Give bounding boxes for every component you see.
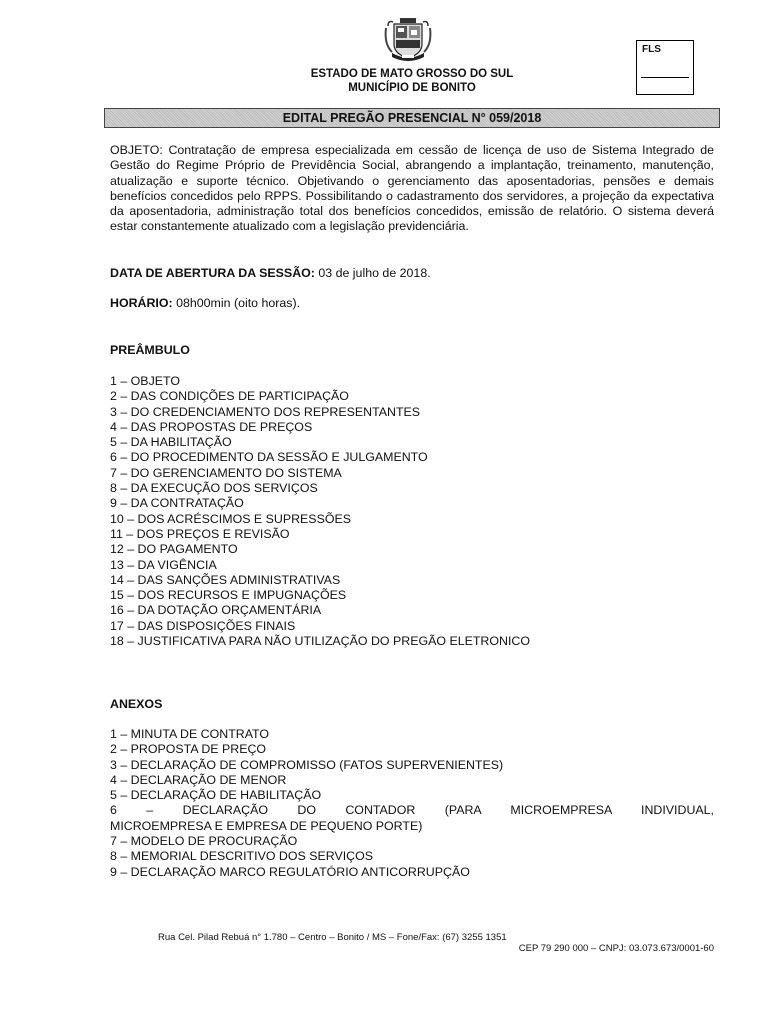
list-item: 3 – DO CREDENCIAMENTO DOS REPRESENTANTES (110, 404, 421, 419)
list-item: 8 – MEMORIAL DESCRITIVO DOS SERVIÇOS (110, 849, 374, 864)
list-item: 2 – PROPOSTA DE PREÇO (110, 742, 267, 757)
list-item: 5 – DA HABILITAÇÃO (110, 435, 232, 450)
anexos-list (110, 727, 714, 880)
fls-label: FLS (642, 44, 661, 55)
list-item: 8 – DA EXECUÇÃO DOS SERVIÇOS (110, 481, 318, 496)
anexos-heading: ANEXOS (110, 697, 163, 711)
list-item: 14 – DAS SANÇÕES ADMINISTRATIVAS (110, 572, 341, 587)
footer-address: Rua Cel. Pilad Rebuá n° 1.780 – Centro – Bonito / MS – Fone/Fax: (67) 3255 1351 (158, 932, 507, 943)
list-item: 10 – DOS ACRÉSCIMOS E SUPRESSÕES (110, 511, 352, 526)
time-value: 08h00min (oito horas). (176, 296, 301, 310)
edital-title: EDITAL PREGÃO PRESENCIAL N° 059/2018 (104, 108, 720, 128)
municipality-name: MUNICÍPIO DE BONITO (348, 82, 476, 94)
list-item: 4 – DAS PROPOSTAS DE PREÇOS (110, 419, 313, 434)
list-item: 1 – MINUTA DE CONTRATO (110, 727, 270, 741)
list-item: 6 – DO PROCEDIMENTO DA SESSÃO E JULGAMENTO (110, 450, 428, 465)
list-item: 3 – DECLARAÇÃO DE COMPROMISSO (FATOS SUPERVENIENTES) (110, 757, 504, 772)
objeto-paragraph: OBJETO: Contratação de empresa especializada em cessão de licença de uso de Sistema Integrado de Gestão do Regime Próprio de Previdência Social, abrangendo a implantação, treinamento, manutenção, atualização e suporte técnico. Objetivando o gerenciamento das aposentadorias, pensões e demais benefícios concedidos pelo RPPS. Possibilitando o cadastramento dos servidores, a projeção da expectativa da aposentadoria, administração total dos benefícios concedidos, emissão de relatório. O sistema deverá estar constantemente atualizado com a legislação previdenciária. (110, 143, 714, 234)
state-name: ESTADO DE MATO GROSSO DO SUL (310, 68, 514, 80)
time-line (110, 296, 714, 311)
preambulo-list (110, 374, 714, 649)
list-item: 6 – DECLARAÇÃO DO CONTADOR (PARA MICROEMPRESA INDIVIDUAL, (110, 803, 714, 818)
list-item: 9 – DECLARAÇÃO MARCO REGULATÓRIO ANTICORRUPÇÃO (110, 864, 470, 879)
session-date-line (110, 266, 714, 281)
fls-signature-line (641, 77, 689, 78)
list-item: 17 – DAS DISPOSIÇÕES FINAIS (110, 618, 296, 633)
municipal-crest-logo (384, 18, 432, 64)
list-item: 4 – DECLARAÇÃO DE MENOR (110, 772, 287, 787)
list-item: 18 – JUSTIFICATIVA PARA NÃO UTILIZAÇÃO DO PREGÃO ELETRONICO (110, 634, 530, 649)
footer-cep-cnpj: CEP 79 290 000 – CNPJ: 03.073.673/0001-60 (518, 943, 714, 954)
session-date-value: 03 de julho de 2018. (318, 266, 431, 280)
time-label: HORÁRIO: (110, 296, 173, 310)
list-item: 11 – DOS PREÇOS E REVISÃO (110, 526, 290, 541)
header-title (262, 67, 562, 95)
fls-page-box (636, 40, 694, 95)
preambulo-heading: PREÂMBULO (110, 343, 190, 357)
list-item: 15 – DOS RECURSOS E IMPUGNAÇÕES (110, 588, 347, 603)
list-item: 1 – OBJETO (110, 374, 181, 388)
list-item: 7 – MODELO DE PROCURAÇÃO (110, 834, 298, 849)
list-item: 12 – DO PAGAMENTO (110, 542, 238, 557)
list-item-continuation: MICROEMPRESA E EMPRESA DE PEQUENO PORTE) (110, 818, 423, 833)
session-date-label: DATA DE ABERTURA DA SESSÃO: (110, 266, 315, 280)
list-item: 9 – DA CONTRATAÇÃO (110, 496, 244, 511)
list-item: 5 – DECLARAÇÃO DE HABILITAÇÃO (110, 788, 322, 803)
list-item: 2 – DAS CONDIÇÕES DE PARTICIPAÇÃO (110, 389, 349, 404)
list-item: 16 – DA DOTAÇÃO ORÇAMENTÁRIA (110, 603, 322, 618)
list-item: 13 – DA VIGÊNCIA (110, 557, 217, 572)
list-item: 7 – DO GERENCIAMENTO DO SISTEMA (110, 465, 342, 480)
